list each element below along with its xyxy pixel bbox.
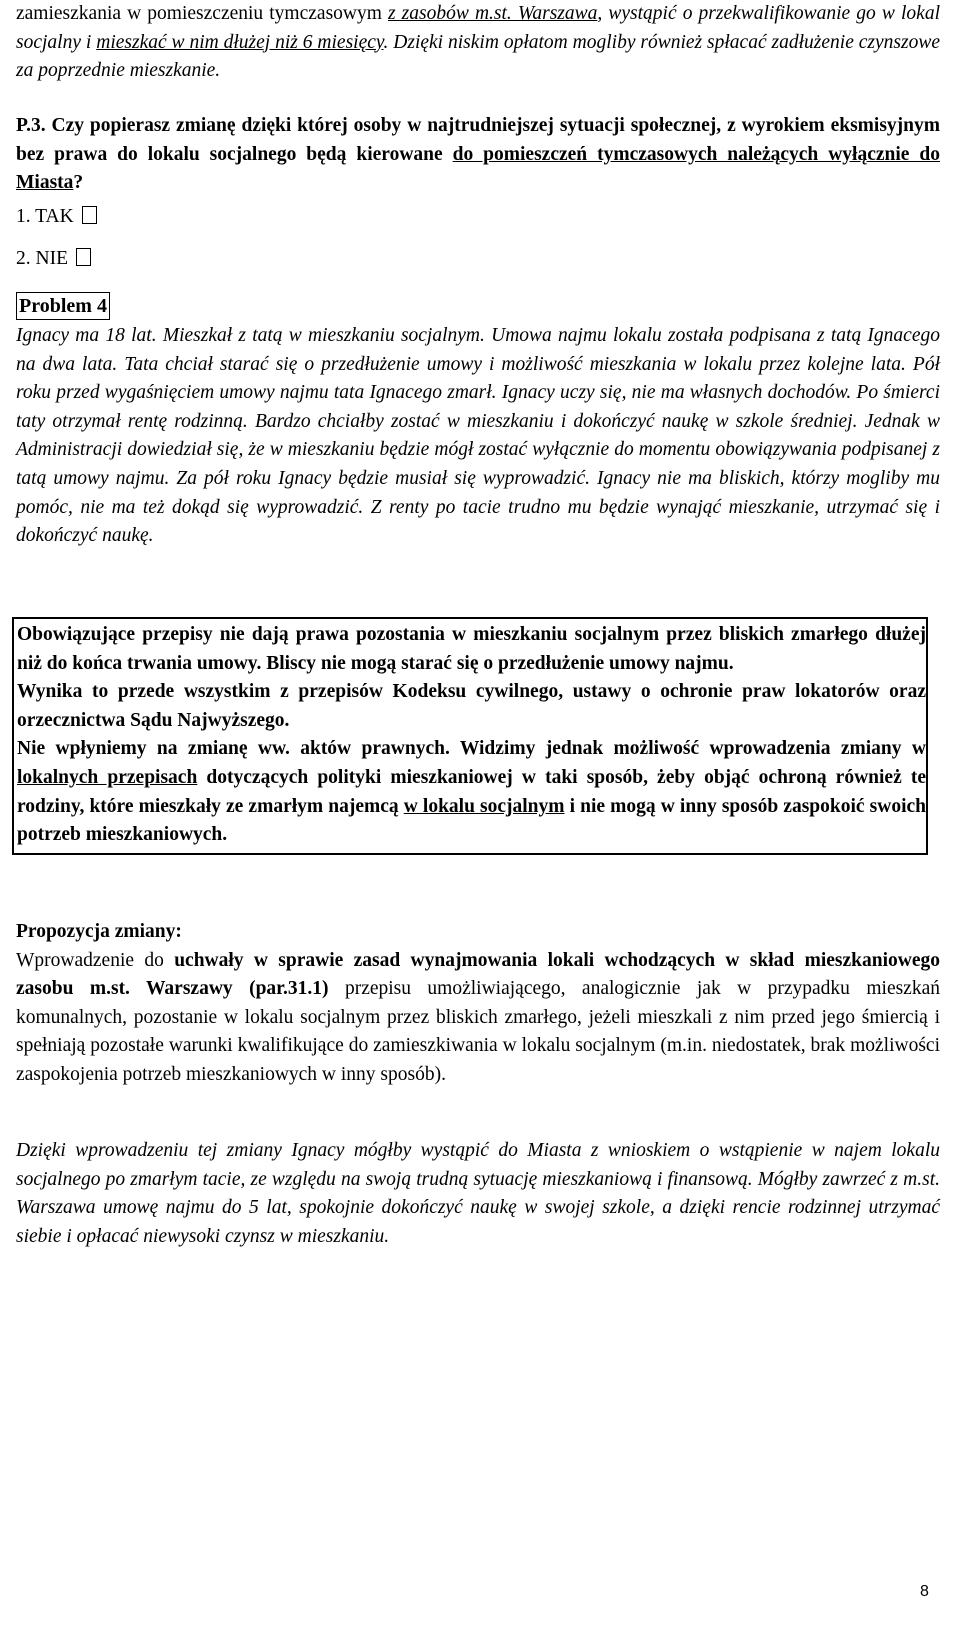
box-text-e: i nie mogą w inny sposób zaspokoić swoich potrzeb mieszkaniowych. [17, 795, 926, 846]
question-p3 [16, 112, 940, 198]
box-paragraph-2: Wynika to przede wszystkim z przepisów Kodeksu cywilnego, ustawy o ochronie praw lokatorów oraz orzecznictwa Sądu Najwyższego. [17, 681, 926, 731]
intro-text-1: zamieszkania w pomieszczeniu tymczasowym [16, 3, 388, 24]
problem-description: Ignacy ma 18 lat. Mieszkał z tatą w mieszkaniu socjalnym. Umowa najmu lokalu została podpisana z tatą Ignacego na dwa lata. Tata chciał starać się o przedłużenie umowy i możliwość mieszkania w lokalu przez kolejne lata. Pół roku przed wygaśnięciem umowy najmu tata Ignacego zmarł. Ignacy uczy się, nie ma własnych dochodów. Po śmierci taty otrzymał rentę rodzinną. Bardzo chciałby zostać w mieszkaniu i dokończyć naukę w szkole średniej. Jednak w Administracji dowiedział się, że w mieszkaniu będzie mógł zostać wyłącznie do momentu obowiązywania podpisanej z tatą umowy najmu. Za pół roku Ignacy będzie musiał się wyprowadzić. Ignacy nie ma bliskich, którzy mogliby mu pomóc, nie ma też dokąd się wyprowadzić. Z renty po tacie trudno mu będzie wynająć mieszkanie, utrzymać się i dokończyć naukę. [16, 325, 940, 547]
intro-paragraph [16, 0, 940, 86]
box-text-c: dotyczących polityki mieszkaniowej w taki sposób, żeby objąć ochroną również te rodziny, które mieszkały ze zmarłym najemcą [17, 766, 927, 817]
answer-label-yes: 1. TAK [16, 206, 74, 227]
answer-label-no: 2. NIE [16, 248, 68, 269]
proposal-text-1: Wprowadzenie do [16, 949, 175, 971]
box-paragraph-1: Obowiązujące przepisy nie dają prawa pozostania w mieszkaniu socjalnym przez bliskich zmarłego dłużej niż do końca trwania umowy. Bliscy nie mogą starać się o przedłużenie umowy najmu. [17, 624, 926, 674]
benefit-paragraph: Dzięki wprowadzeniu tej zmiany Ignacy mógłby wystąpić do Miasta z wnioskiem o wstąpienie w najem lokalu socjalnego po zmarłym tacie, ze względu na swoją trudną sytuację mieszkaniową i finansową. Mógłby zawrzeć z m.st. Warszawa umowę najmu do 5 lat, spokojnie dokończyć naukę w swojej szkole, a dzięki rencie rodzinnej utrzymać siebie i opłacać niewysoki czynsz w mieszkaniu. [16, 1140, 940, 1247]
intro-text-3: , wystąpić o przekwalifikowanie go w lokal socjalny i [16, 3, 940, 53]
answer-option-yes[interactable] [16, 204, 97, 230]
proposal-text-3: przepisu umożliwiającego, analogicznie jak w przypadku mieszkań komunalnych, pozostanie w lokalu socjalnym przez bliskich zmarłego, jeżeli mieszkali z nim przed jego śmiercią i spełniają pozostałe warunki kwalifikujące do zamieszkiwania w lokalu socjalnym (m.in. niedostatek, brak możliwości zaspokojenia potrzeb mieszkaniowych w inny sposób). [16, 978, 940, 1085]
answer-option-no[interactable] [16, 246, 91, 272]
question-text-1: P.3. Czy popierasz zmianę dzięki której osoby w najtrudniejszej sytuacji społecznej, z wyrokiem eksmisyjnym bez prawa do lokalu socjalnego będą kierowane [16, 115, 940, 165]
proposal-section [16, 918, 940, 1090]
box-text-d: w lokalu socjalnym [403, 795, 565, 817]
box-paragraph-3 [17, 735, 926, 849]
intro-text-5: . Dzięki niskim opłatom mogliby również spłacać zadłużenie czynszowe za poprzednie mieszkanie. [16, 31, 940, 82]
box-text-a: Nie wpłyniemy na zmianę ww. aktów prawnych. Widzimy jednak możliwość wprowadzenia zmiany w [17, 738, 926, 760]
proposal-text [16, 947, 940, 1090]
page-number: 8 [920, 1583, 929, 1600]
legal-info-box [12, 617, 928, 855]
proposal-text-2: uchwały w sprawie zasad wynajmowania lokali wchodzących w skład mieszkaniowego zasobu m.st. Warszawy (par.31.1) [16, 949, 940, 1000]
checkbox-icon[interactable] [76, 248, 91, 266]
intro-text-2: z zasobów m.st. Warszawa [388, 3, 598, 24]
question-text-3: ? [73, 172, 84, 194]
problem-heading: Problem 4 [16, 292, 110, 320]
box-text-b: lokalnych przepisach [17, 766, 198, 788]
question-text-2: do pomieszczeń tymczasowych należących wyłącznie do Miasta [16, 143, 940, 194]
checkbox-icon[interactable] [82, 206, 97, 224]
proposal-heading: Propozycja zmiany: [16, 921, 182, 942]
intro-text-4: mieszkać w nim dłużej niż 6 miesięcy [96, 31, 384, 53]
